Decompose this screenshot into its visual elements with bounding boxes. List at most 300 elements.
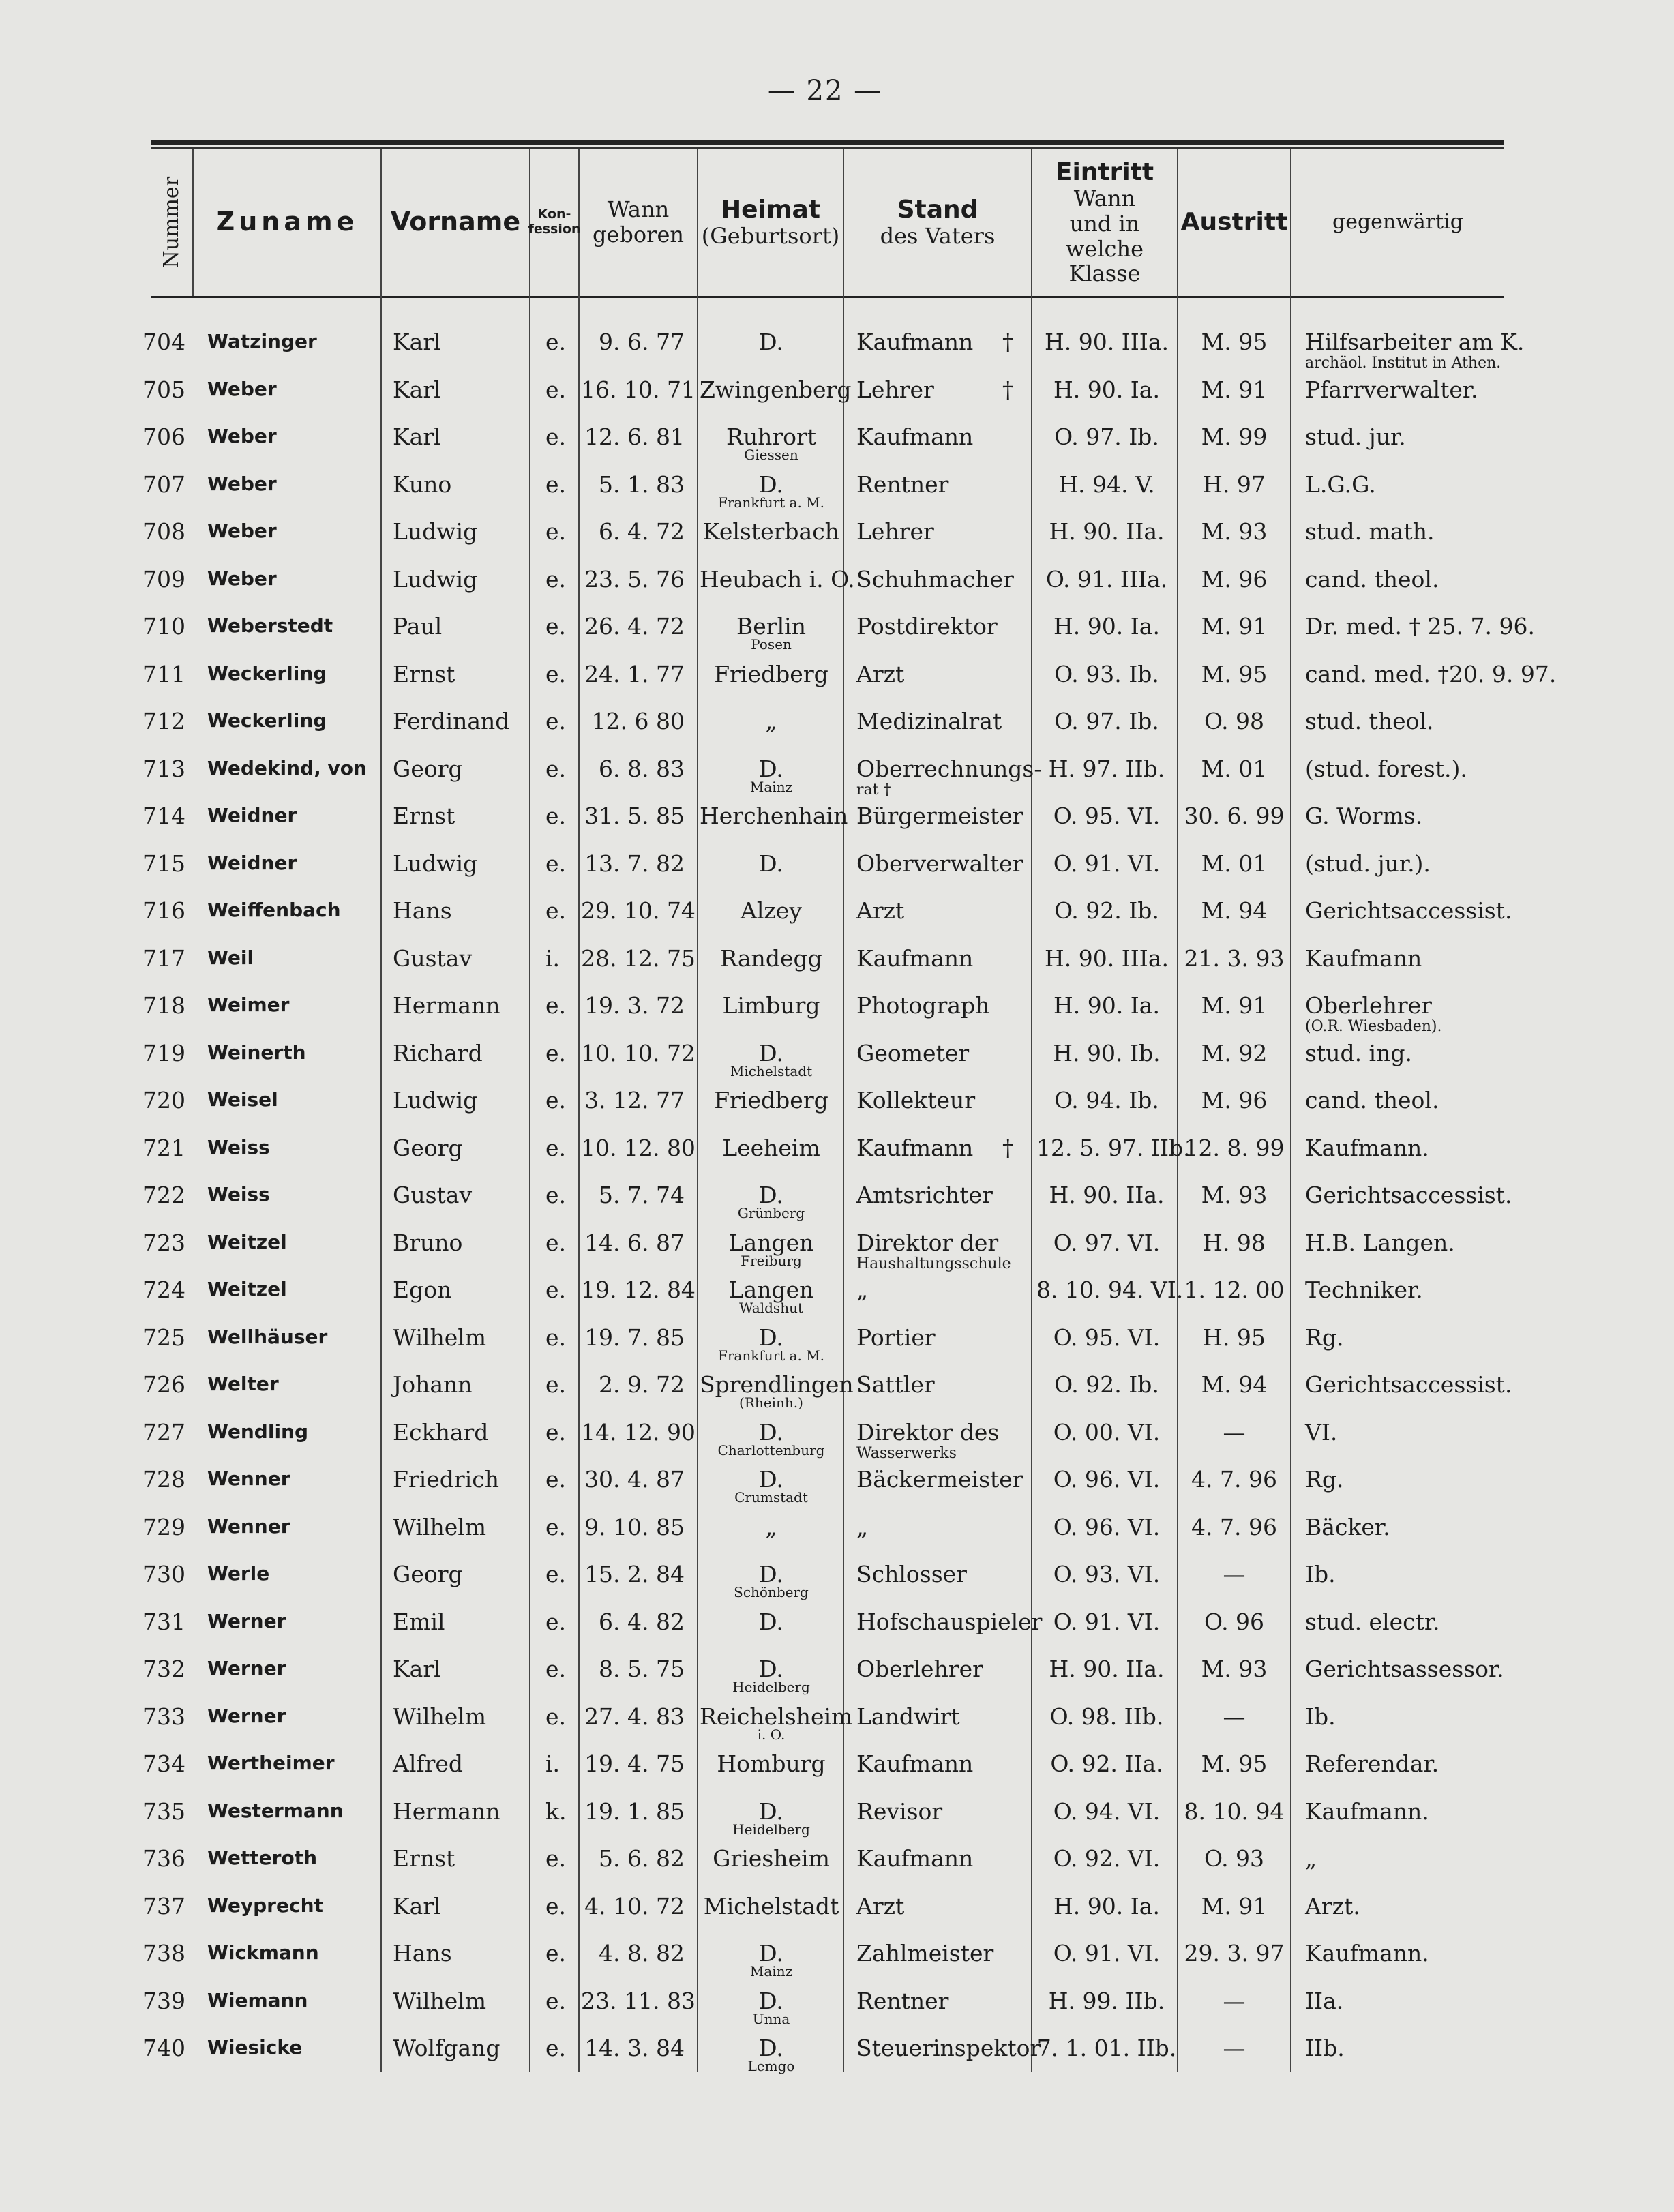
entry-current-status: VI. — [1305, 1418, 1338, 1446]
entry-current-status: stud. electr. — [1305, 1608, 1440, 1635]
entry-birthplace: Leeheim — [722, 1134, 820, 1161]
table-row — [0, 651, 1674, 699]
table-row — [0, 1978, 1674, 2026]
entry-father-occupation: Geometer — [856, 1039, 970, 1066]
entry-confession: e. — [545, 897, 567, 924]
entry-father-occupation: Portier — [856, 1324, 936, 1351]
entry-departure: O. 93 — [1204, 1845, 1265, 1872]
table-row — [0, 1694, 1674, 1742]
entry-birth-date: 19. 3. 72 — [584, 992, 685, 1019]
entry-father-occupation: Arzt — [856, 660, 905, 687]
entry-admission: O. 93. Ib. — [1054, 660, 1159, 687]
entry-birthplace: Michelstadt — [703, 1892, 839, 1919]
entry-departure: M. 91 — [1201, 1892, 1268, 1919]
entry-departure: M. 94 — [1201, 1371, 1268, 1398]
entry-confession: e. — [545, 1039, 567, 1066]
entry-surname: Wetteroth — [207, 1847, 317, 1869]
entry-first-name: Karl — [393, 1892, 441, 1919]
entry-first-name: Richard — [393, 1039, 483, 1066]
entry-birthplace-note: Crumstadt — [734, 1489, 808, 1506]
entry-birthplace-note: Michelstadt — [730, 1062, 813, 1079]
entry-first-name: Karl — [393, 1656, 441, 1682]
entry-birthplace-note: Unna — [752, 2010, 790, 2027]
entry-birthplace: Alzey — [741, 897, 802, 924]
entry-current-status: Gerichtsaccessist. — [1305, 1182, 1512, 1208]
header-eintritt: Eintritt Wann und in welche Klasse — [1055, 158, 1154, 287]
entry-birthplace: Griesheim — [713, 1845, 830, 1872]
entry-birth-date: 10. 12. 80 — [581, 1134, 696, 1161]
table-row — [0, 1220, 1674, 1272]
entry-number: 704 — [143, 329, 185, 355]
entry-father-occupation: Kaufmann — [856, 329, 974, 355]
entry-departure: 29. 3. 97 — [1184, 1940, 1285, 1967]
entry-surname: Weitzel — [207, 1230, 287, 1253]
entry-confession: e. — [545, 1561, 567, 1587]
entry-admission: O. 91. IIIa. — [1045, 565, 1168, 593]
entry-birth-date: 4. 10. 72 — [584, 1892, 685, 1919]
entry-confession: i. — [545, 944, 561, 972]
entry-current-status: Gerichtsaccessist. — [1305, 897, 1512, 924]
entry-number: 728 — [143, 1466, 185, 1493]
entry-father-occupation: Bürgermeister — [856, 803, 1023, 829]
entry-confession: e. — [545, 1892, 567, 1919]
table-row — [0, 746, 1674, 798]
entry-departure: M. 93 — [1201, 1182, 1268, 1208]
entry-first-name: Gustav — [393, 944, 473, 972]
entry-surname: Weber — [207, 425, 277, 447]
entry-departure: 21. 3. 93 — [1184, 944, 1285, 972]
entry-birthplace: Reichelsheim — [700, 1703, 853, 1730]
entry-current-status: Ib. — [1305, 1703, 1336, 1730]
entry-departure: 4. 7. 96 — [1191, 1466, 1277, 1493]
entry-birthplace-note: Waldshut — [738, 1300, 803, 1316]
entry-birth-date: 31. 5. 85 — [584, 803, 685, 829]
entry-birthplace: Limburg — [722, 992, 820, 1019]
entry-birthplace: D. — [759, 850, 783, 877]
entry-father-occupation: Zahlmeister — [856, 1940, 994, 1967]
entry-first-name: Ludwig — [393, 1087, 478, 1114]
entry-number: 729 — [143, 1513, 185, 1540]
entry-admission: O. 92. IIa. — [1050, 1750, 1163, 1777]
entry-birthplace: Friedberg — [714, 660, 828, 687]
entry-first-name: Emil — [393, 1608, 445, 1635]
entry-departure: H. 95 — [1203, 1324, 1266, 1351]
entry-surname: Welter — [207, 1373, 279, 1395]
entry-birthplace: Homburg — [717, 1750, 826, 1777]
entry-number: 719 — [143, 1039, 185, 1066]
entry-birthplace: D. — [759, 1466, 783, 1493]
table-row — [0, 1267, 1674, 1315]
entry-number: 706 — [143, 423, 185, 450]
entry-birth-date: 14. 12. 90 — [581, 1418, 696, 1446]
entry-birth-date: 12. 6. 81 — [584, 423, 685, 450]
entry-confession: e. — [545, 613, 567, 640]
entry-surname: Wedekind, von — [207, 756, 367, 779]
entry-surname: Weckerling — [207, 661, 327, 685]
entry-birthplace: Kelsterbach — [703, 518, 839, 545]
table-row — [0, 936, 1674, 983]
entry-birthplace: Langen — [728, 1276, 814, 1303]
entry-first-name: Wilhelm — [393, 1513, 487, 1540]
entry-birthplace-note: i. O. — [757, 1726, 786, 1743]
entry-surname: Weidner — [207, 804, 297, 826]
entry-departure: — — [1223, 1987, 1246, 2014]
table-row — [0, 556, 1674, 604]
entry-confession: e. — [545, 1087, 567, 1114]
table-row — [0, 1315, 1674, 1362]
entry-confession: e. — [545, 1513, 567, 1540]
table-row — [0, 793, 1674, 841]
table-row — [0, 1599, 1674, 1647]
entry-departure: 30. 6. 99 — [1184, 803, 1285, 829]
entry-departure: O. 96 — [1204, 1608, 1265, 1635]
header-heimat: Heimat (Geburtsort) — [701, 195, 840, 250]
entry-current-status-cont: archäol. Institut in Athen. — [1305, 355, 1501, 372]
entry-birthplace: Langen — [728, 1229, 814, 1256]
entry-current-status: Techniker. — [1305, 1276, 1423, 1303]
entry-surname: Westermann — [207, 1799, 344, 1822]
entry-departure: H. 98 — [1203, 1229, 1266, 1256]
entry-father-occupation: Oberlehrer — [856, 1656, 983, 1682]
entry-father-occupation: Sattler — [856, 1371, 935, 1398]
entry-number: 707 — [143, 470, 185, 498]
table-row — [0, 319, 1674, 372]
entry-birth-date: 5. 7. 74 — [599, 1182, 685, 1208]
entry-first-name: Georg — [393, 1561, 463, 1587]
entry-admission: O. 92. VI. — [1053, 1845, 1161, 1872]
entry-confession: e. — [545, 1182, 567, 1208]
entry-surname: Weidner — [207, 851, 297, 874]
entry-surname: Wickmann — [207, 1941, 319, 1964]
table-row — [0, 1030, 1674, 1078]
entry-departure: M. 01 — [1201, 755, 1268, 782]
entry-birth-date: 23. 5. 76 — [584, 565, 685, 593]
entry-number: 740 — [143, 2035, 185, 2061]
entry-current-status: G. Worms. — [1305, 803, 1423, 829]
entry-number: 710 — [143, 613, 185, 640]
entry-surname: Wenner — [207, 1467, 290, 1490]
entry-confession: e. — [545, 1324, 567, 1351]
entry-current-status: Kaufmann — [1305, 944, 1422, 972]
table-row — [0, 1125, 1674, 1173]
entry-birth-date: 10. 10. 72 — [581, 1039, 696, 1066]
entry-birthplace: D. — [759, 1418, 783, 1446]
entry-birth-date: 6. 4. 82 — [599, 1608, 685, 1635]
entry-current-status: Kaufmann. — [1305, 1797, 1429, 1825]
entry-father-occupation: Bäckermeister — [856, 1466, 1023, 1493]
entry-surname: Weyprecht — [207, 1894, 323, 1917]
entry-current-status: (stud. forest.). — [1305, 755, 1467, 782]
entry-birthplace: D. — [759, 2035, 783, 2061]
entry-number: 708 — [143, 518, 185, 545]
entry-birth-date: 9. 10. 85 — [584, 1513, 685, 1540]
entry-admission: O. 92. Ib. — [1054, 1371, 1159, 1398]
entry-first-name: Wilhelm — [393, 1703, 487, 1730]
entry-birthplace: Herchenhain — [700, 803, 848, 829]
entry-confession: k. — [545, 1797, 567, 1825]
entry-first-name: Georg — [393, 1134, 463, 1161]
entry-father-occupation: Hofschauspieler — [856, 1608, 1043, 1635]
entry-birthplace: D. — [759, 1182, 783, 1208]
table-row — [0, 462, 1674, 509]
entry-birth-date: 19. 4. 75 — [584, 1750, 685, 1777]
entry-number: 711 — [143, 660, 185, 687]
entry-current-status: „ — [1305, 1845, 1317, 1872]
entry-current-status: cand. med. †20. 9. 97. — [1305, 660, 1557, 687]
entry-father-occupation: Rentner — [856, 470, 949, 498]
header-konfession: Kon- fession — [528, 207, 581, 237]
entry-birthplace: D. — [759, 755, 783, 782]
entry-departure: — — [1223, 1703, 1246, 1730]
entry-first-name: Ernst — [393, 1845, 455, 1872]
entry-surname: Weinerth — [207, 1041, 306, 1064]
entry-number: 737 — [143, 1892, 185, 1919]
entry-current-status: Dr. med. † 25. 7. 96. — [1305, 613, 1535, 640]
entry-number: 731 — [143, 1608, 185, 1635]
entry-birthplace-note: Mainz — [749, 1963, 793, 1979]
entry-birth-date: 3. 12. 77 — [584, 1087, 685, 1114]
table-row — [0, 1077, 1674, 1125]
entry-departure: M. 91 — [1201, 613, 1268, 640]
entry-father-occupation: Schlosser — [856, 1561, 967, 1587]
entry-birthplace-note: (Rheinh.) — [739, 1394, 803, 1411]
entry-birthplace-note: Heidelberg — [732, 1821, 810, 1838]
entry-first-name: Georg — [393, 755, 463, 782]
entry-admission: O. 94. Ib. — [1054, 1087, 1159, 1114]
entry-birthplace: „ — [765, 1513, 777, 1540]
entry-first-name: Ludwig — [393, 565, 478, 593]
entry-surname: Weiss — [207, 1183, 270, 1206]
entry-birth-date: 23. 11. 83 — [581, 1987, 696, 2014]
entry-confession: e. — [545, 423, 567, 450]
entry-number: 724 — [143, 1276, 185, 1303]
entry-birthplace-note: Schönberg — [734, 1584, 809, 1600]
entry-birthplace: Zwingenberg — [700, 376, 852, 403]
entry-surname: Weil — [207, 946, 254, 969]
entry-number: 718 — [143, 992, 185, 1019]
entry-surname: Weber — [207, 377, 277, 400]
entry-current-status: (stud. jur.). — [1305, 850, 1431, 877]
entry-confession: e. — [545, 660, 567, 687]
entry-first-name: Bruno — [393, 1229, 463, 1256]
entry-surname: Weitzel — [207, 1278, 287, 1300]
entry-first-name: Egon — [393, 1276, 452, 1303]
entry-current-status: stud. theol. — [1305, 708, 1434, 734]
entry-departure: M. 95 — [1201, 1750, 1268, 1777]
entry-confession: e. — [545, 1466, 567, 1493]
entry-departure: M. 95 — [1201, 329, 1268, 355]
entry-birth-date: 24. 1. 77 — [584, 660, 685, 687]
entry-surname: Werner — [207, 1657, 286, 1679]
entry-first-name: Paul — [393, 613, 443, 640]
entry-birthplace: D. — [759, 1656, 783, 1682]
entry-surname: Wiesicke — [207, 2036, 303, 2059]
entry-confession: e. — [545, 1845, 567, 1872]
entry-father-occupation: Landwirt — [856, 1703, 960, 1730]
entry-father-occupation-cont: Wasserwerks — [856, 1444, 957, 1462]
entry-number: 732 — [143, 1656, 185, 1682]
entry-current-status: Kaufmann. — [1305, 1940, 1429, 1967]
entry-current-status: Bäcker. — [1305, 1513, 1390, 1540]
entry-number: 717 — [143, 944, 185, 972]
entry-father-occupation: Rentner — [856, 1987, 949, 2014]
header-nummer: Nummer — [159, 176, 183, 269]
entry-father-occupation: Lehrer — [856, 518, 934, 545]
table-row — [0, 367, 1674, 415]
entry-father-occupation: Lehrer — [856, 376, 934, 403]
entry-current-status: stud. ing. — [1305, 1039, 1412, 1066]
entry-current-status: Arzt. — [1305, 1892, 1360, 1919]
entry-number: 705 — [143, 376, 185, 403]
entry-number: 725 — [143, 1324, 185, 1351]
entry-birth-date: 27. 4. 83 — [584, 1703, 685, 1730]
entry-birth-date: 9. 6. 77 — [599, 329, 685, 355]
entry-birthplace-note: Posen — [751, 636, 792, 653]
table-row — [0, 698, 1674, 746]
table-row — [0, 509, 1674, 556]
entry-number: 734 — [143, 1750, 185, 1777]
entry-departure: O. 98 — [1204, 708, 1265, 734]
table-row — [0, 1362, 1674, 1409]
entry-birthplace: Ruhrort — [726, 423, 817, 450]
entry-admission: H. 90. IIIa. — [1045, 944, 1169, 972]
entry-admission: O. 92. Ib. — [1054, 897, 1159, 924]
entry-birth-date: 5. 6. 82 — [599, 1845, 685, 1872]
entry-birthplace-note: Heidelberg — [732, 1679, 810, 1695]
entry-admission: H. 90. IIa. — [1049, 518, 1165, 545]
table-row — [0, 2025, 1674, 2073]
entry-confession: e. — [545, 1134, 567, 1161]
table-row — [0, 414, 1674, 462]
entry-birthplace: D. — [759, 470, 783, 498]
entry-birthplace: D. — [759, 1561, 783, 1587]
entry-current-status: Referendar. — [1305, 1750, 1439, 1777]
entry-current-status: stud. jur. — [1305, 423, 1406, 450]
entry-current-status: Gerichtsaccessist. — [1305, 1371, 1512, 1398]
entry-birth-date: 29. 10. 74 — [581, 897, 696, 924]
entry-deceased-mark: † — [1002, 1134, 1014, 1161]
entry-birth-date: 19. 1. 85 — [584, 1797, 685, 1825]
entry-number: 736 — [143, 1845, 185, 1872]
entry-birthplace: Heubach i. O. — [700, 565, 855, 593]
entry-birthplace-note: Frankfurt a. M. — [717, 1347, 825, 1364]
entry-birthplace: D. — [759, 1940, 783, 1967]
entry-first-name: Ernst — [393, 803, 455, 829]
entry-confession: e. — [545, 1940, 567, 1967]
entry-birthplace-note: Mainz — [749, 778, 793, 795]
entry-birthplace: D. — [759, 1987, 783, 2014]
entry-admission: H. 90. IIIa. — [1045, 329, 1169, 355]
entry-birth-date: 28. 12. 75 — [581, 944, 696, 972]
entry-birth-date: 30. 4. 87 — [584, 1466, 685, 1493]
entry-confession: e. — [545, 1229, 567, 1256]
entry-first-name: Karl — [393, 329, 441, 355]
table-row — [0, 1789, 1674, 1836]
entry-birthplace: D. — [759, 1797, 783, 1825]
entry-departure: — — [1223, 1561, 1246, 1587]
entry-father-occupation: Kollekteur — [856, 1087, 976, 1114]
entry-admission: O. 91. VI. — [1053, 1940, 1161, 1967]
entry-current-status: cand. theol. — [1305, 1087, 1439, 1114]
entry-surname: Wenner — [207, 1514, 290, 1538]
entry-number: 733 — [143, 1703, 185, 1730]
entry-first-name: Hermann — [393, 1797, 500, 1825]
entry-first-name: Ludwig — [393, 518, 478, 545]
entry-departure: M. 93 — [1201, 518, 1268, 545]
entry-birthplace-note: Frankfurt a. M. — [717, 494, 825, 511]
entry-father-occupation: Kaufmann — [856, 1134, 974, 1161]
entry-surname: Watzinger — [207, 330, 317, 353]
entry-admission: H. 94. V. — [1058, 470, 1155, 498]
entry-surname: Wellhäuser — [207, 1325, 328, 1348]
entry-father-occupation: „ — [856, 1513, 869, 1540]
entry-current-status: H.B. Langen. — [1305, 1229, 1455, 1256]
entry-admission: 8. 10. 94. VI. — [1036, 1276, 1184, 1303]
entry-confession: e. — [545, 1276, 567, 1303]
entry-number: 738 — [143, 1940, 185, 1967]
entry-first-name: Ernst — [393, 660, 455, 687]
entry-first-name: Ferdinand — [393, 708, 510, 734]
entry-admission: H. 99. IIb. — [1048, 1987, 1165, 2014]
entry-number: 713 — [143, 755, 185, 782]
entry-father-occupation: Revisor — [856, 1797, 943, 1825]
entry-number: 730 — [143, 1561, 185, 1587]
entry-current-status: IIa. — [1305, 1987, 1344, 2014]
entry-number: 727 — [143, 1418, 185, 1446]
entry-birthplace-note: Grünberg — [737, 1205, 805, 1221]
entry-birth-date: 12. 6 80 — [591, 708, 685, 734]
header-austritt: Austritt — [1180, 208, 1288, 237]
entry-first-name: Karl — [393, 423, 441, 450]
entry-departure: M. 96 — [1201, 565, 1268, 593]
entry-surname: Weber — [207, 567, 277, 590]
header-geboren: Wann geboren — [592, 196, 684, 248]
entry-confession: e. — [545, 470, 567, 498]
entry-confession: e. — [545, 1371, 567, 1398]
table-row — [0, 1456, 1674, 1504]
entry-surname: Weiffenbach — [207, 899, 341, 921]
entry-departure: M. 93 — [1201, 1656, 1268, 1682]
entry-departure: — — [1223, 2035, 1246, 2061]
entry-admission: H. 90. Ib. — [1053, 1039, 1161, 1066]
entry-admission: 12. 5. 97. IIb. — [1036, 1134, 1191, 1161]
entry-current-status: Kaufmann. — [1305, 1134, 1429, 1161]
entry-current-status: L.G.G. — [1305, 470, 1376, 498]
entry-birth-date: 5. 1. 83 — [599, 470, 685, 498]
entry-departure: M. 95 — [1201, 660, 1268, 687]
entry-surname: Werner — [207, 1609, 286, 1632]
entry-admission: O. 95. VI. — [1053, 803, 1161, 829]
entry-departure: — — [1223, 1418, 1246, 1446]
entry-confession: e. — [545, 329, 567, 355]
entry-birth-date: 4. 8. 82 — [599, 1940, 685, 1967]
entry-number: 712 — [143, 708, 185, 734]
entry-admission: 7. 1. 01. IIb. — [1036, 2035, 1177, 2061]
entry-confession: e. — [545, 1608, 567, 1635]
header-stand: Stand des Vaters — [880, 195, 996, 250]
entry-birth-date: 19. 7. 85 — [584, 1324, 685, 1351]
entry-first-name: Wilhelm — [393, 1324, 487, 1351]
entry-admission: O. 97. Ib. — [1054, 423, 1159, 450]
page-number: — 22 — — [767, 75, 883, 106]
entry-admission: O. 98. IIb. — [1049, 1703, 1164, 1730]
entry-birth-date: 19. 12. 84 — [581, 1276, 696, 1303]
table-row — [0, 1646, 1674, 1694]
entry-number: 709 — [143, 565, 185, 593]
entry-number: 720 — [143, 1087, 185, 1114]
entry-birth-date: 15. 2. 84 — [584, 1561, 685, 1587]
entry-current-status: Oberlehrer — [1305, 992, 1432, 1019]
